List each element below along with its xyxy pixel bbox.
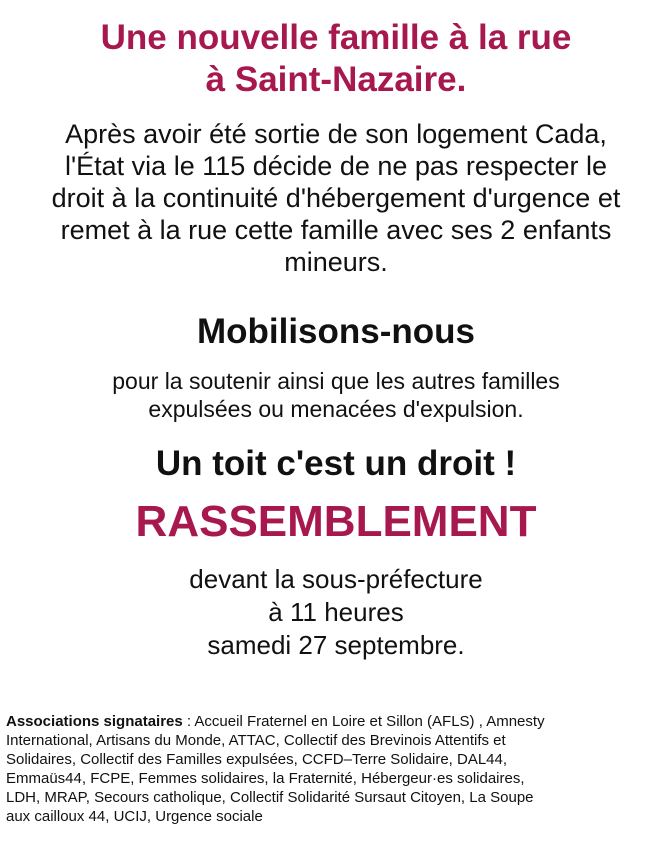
event-place: devant la sous-préfecture [189,564,483,594]
support-paragraph [0,367,672,423]
associations-list [6,712,668,826]
intro-line-4: remet à la rue cette famille avec ses 2 enfants [60,215,612,245]
associations-line-6: aux cailloux 44, UCIJ, Urgence sociale [6,808,263,825]
page-title [0,17,672,101]
intro-line-2: l'État via le 115 décide de ne pas respecter le [65,151,607,181]
title-line-2: à Saint-Nazaire. [205,60,467,99]
event-time: à 11 heures [268,597,404,627]
associations-line-4: Emmaüs44, FCPE, Femmes solidaires, la Fraternité, Hébergeur·es solidaires, [6,770,525,787]
associations-line-2: International, Artisans du Monde, ATTAC, Collectif des Brevinois Attentifs et [6,732,506,749]
event-details [0,563,672,662]
intro-paragraph [8,118,664,278]
support-line-2: expulsées ou menacées d'expulsion. [148,396,524,422]
event-date: samedi 27 septembre. [207,630,465,660]
associations-line-5: LDH, MRAP, Secours catholique, Collectif Solidarité Sursaut Citoyen, La Soupe [6,789,534,806]
associations-separator: : [182,713,195,730]
title-line-1: Une nouvelle famille à la rue [100,18,572,57]
support-line-1: pour la soutenir ainsi que les autres familles [112,368,560,394]
associations-text-1: Accueil Fraternel en Loire et Sillon (AFLS) , Amnesty [194,713,545,730]
slogan-heading: Un toit c'est un droit ! [155,444,517,483]
mobilisons-heading: Mobilisons-nous [196,312,476,351]
rassemblement-heading: RASSEMBLEMENT [135,497,537,546]
intro-line-5: mineurs. [284,247,388,277]
associations-line-3: Solidaires, Collectif des Familles expulsées, CCFD–Terre Solidaire, DAL44, [6,751,508,768]
intro-line-1: Après avoir été sortie de son logement Cada, [65,119,607,149]
associations-line-1 [6,712,668,731]
associations-label: Associations signataires [6,713,183,730]
intro-line-3: droit à la continuité d'hébergement d'urgence et [51,183,621,213]
